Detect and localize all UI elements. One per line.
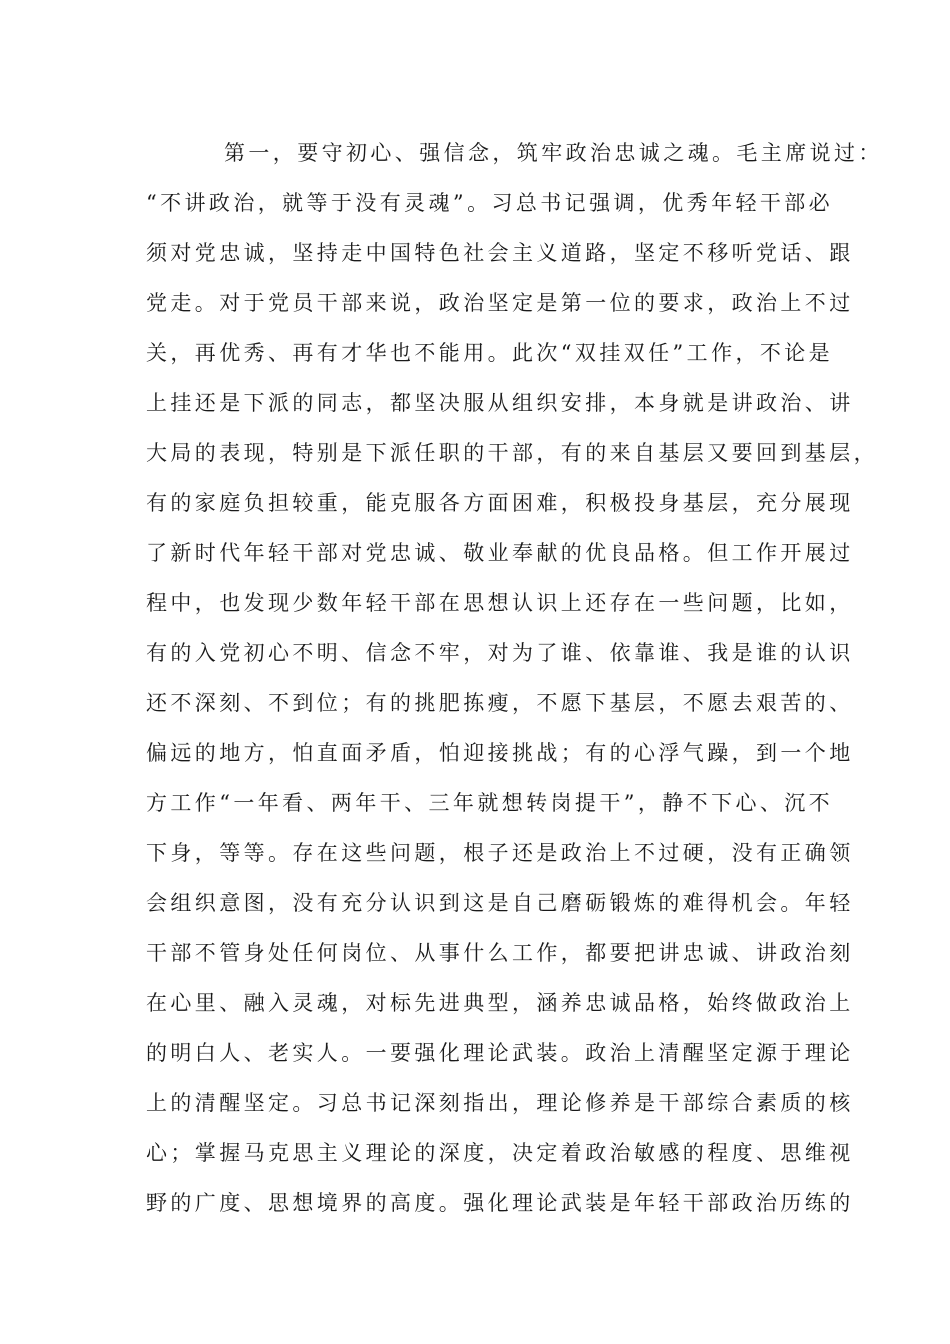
text-line: “不讲政治，就等于没有灵魂”。习总书记强调，优秀年轻干部必 (146, 191, 834, 215)
text-line: 方工作“一年看、两年干、三年就想转岗提干”，静不下心、沉不 (146, 791, 834, 815)
text-line: 野的广度、思想境界的高度。强化理论武装是年轻干部政治历练的 (146, 1191, 854, 1215)
text-line: 上挂还是下派的同志，都坚决服从组织安排，本身就是讲政治、讲 (146, 391, 854, 415)
text-line: 有的入党初心不明、信念不牢，对为了谁、依靠谁、我是谁的认识 (146, 641, 854, 665)
body-paragraph (146, 128, 883, 1228)
text-line: 须对党忠诚，坚持走中国特色社会主义道路，坚定不移听党话、跟 (146, 241, 854, 265)
text-line: 还不深刻、不到位；有的挑肥拣瘦，不愿下基层，不愿去艰苦的、 (146, 691, 854, 715)
text-line: 下身，等等。存在这些问题，根子还是政治上不过硬，没有正确领 (146, 841, 854, 865)
text-line: 心；掌握马克思主义理论的深度，决定着政治敏感的程度、思维视 (146, 1141, 854, 1165)
text-line: 大局的表现，特别是下派任职的干部，有的来自基层又要回到基层， (146, 441, 878, 465)
text-line: 偏远的地方，怕直面矛盾，怕迎接挑战；有的心浮气躁，到一个地 (146, 741, 854, 765)
text-line: 第一，要守初心、强信念，筑牢政治忠诚之魂。毛主席说过： (224, 141, 883, 165)
text-line: 有的家庭负担较重，能克服各方面困难，积极投身基层，充分展现 (146, 491, 854, 515)
text-line: 干部不管身处任何岗位、从事什么工作，都要把讲忠诚、讲政治刻 (146, 941, 854, 965)
text-line: 上的清醒坚定。习总书记深刻指出，理论修养是干部综合素质的核 (146, 1091, 854, 1115)
text-line: 会组织意图，没有充分认识到这是自己磨砺锻炼的难得机会。年轻 (146, 891, 854, 915)
text-line: 了新时代年轻干部对党忠诚、敬业奉献的优良品格。但工作开展过 (146, 541, 854, 565)
text-line: 的明白人、老实人。一要强化理论武装。政治上清醒坚定源于理论 (146, 1041, 854, 1065)
text-line: 程中，也发现少数年轻干部在思想认识上还存在一些问题，比如， (146, 591, 854, 615)
text-line: 党走。对于党员干部来说，政治坚定是第一位的要求，政治上不过 (146, 291, 854, 315)
text-line: 关，再优秀、再有才华也不能用。此次“双挂双任”工作，不论是 (146, 341, 834, 365)
text-line: 在心里、融入灵魂，对标先进典型，涵养忠诚品格，始终做政治上 (146, 991, 854, 1015)
